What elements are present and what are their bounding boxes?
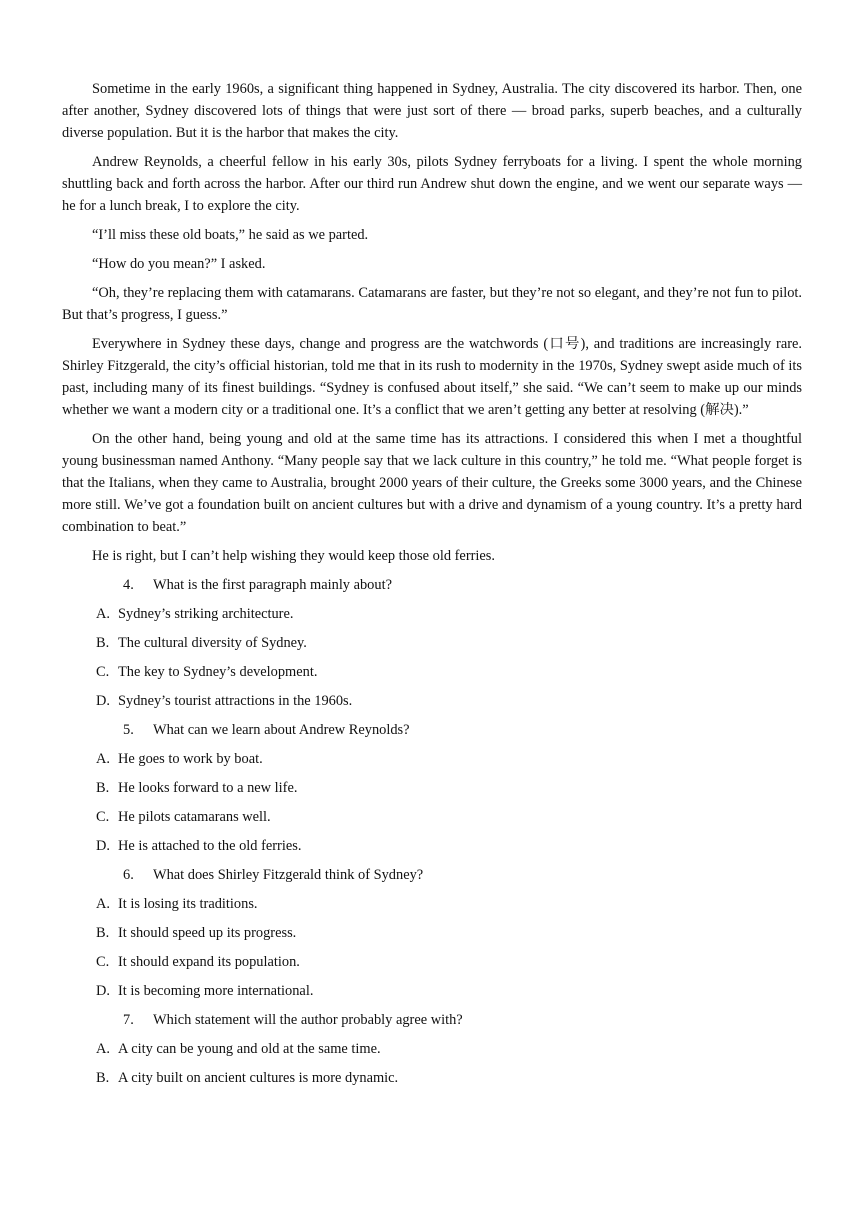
document-page xyxy=(62,78,802,1096)
option-letter: A. xyxy=(96,896,110,912)
option-text: He is attached to the old ferries. xyxy=(118,838,302,854)
option-letter: B. xyxy=(96,635,110,651)
question-4 xyxy=(62,574,802,712)
option-a xyxy=(62,893,802,915)
option-letter: D. xyxy=(96,838,110,854)
passage-paragraph-1: Sometime in the early 1960s, a significant thing happened in Sydney, Australia. The city discovered its harbor. Then, one after another, Sydney discovered lots of things that were just sort of there — broad parks, superb beaches, and a culturally diverse population. But it is the harbor that makes the city. xyxy=(62,81,802,141)
option-text: It should speed up its progress. xyxy=(118,925,297,941)
option-a xyxy=(62,1038,802,1060)
question-stem xyxy=(62,1009,802,1031)
option-text: A city built on ancient cultures is more dynamic. xyxy=(118,1070,399,1086)
option-text: It is losing its traditions. xyxy=(118,896,258,912)
option-text: The cultural diversity of Sydney. xyxy=(118,635,307,651)
option-text: Sydney’s striking architecture. xyxy=(118,606,294,622)
question-number: 5. xyxy=(123,722,134,738)
passage-paragraph-7: On the other hand, being young and old at the same time has its attractions. I considered this when I met a thoughtful young businessman named Anthony. “Many people say that we lack culture in this country,” he told me. “What people forget is that the Italians, when they came to Australia, brought 2000 years of their culture, the Greeks some 3000 years, and the Chinese more still. We’ve got a foundation built on ancient cultures but with a drive and dynamism of a young country. It’s a pretty hard combination to beat.” xyxy=(62,431,802,535)
question-6 xyxy=(62,864,802,1002)
option-text: He looks forward to a new life. xyxy=(118,780,298,796)
option-text: The key to Sydney’s development. xyxy=(118,664,318,680)
question-text: What does Shirley Fitzgerald think of Sydney? xyxy=(153,867,424,883)
option-b xyxy=(62,922,802,944)
option-letter: B. xyxy=(96,925,110,941)
question-stem xyxy=(62,864,802,886)
question-5 xyxy=(62,719,802,857)
passage-paragraph-5: “Oh, they’re replacing them with catamarans. Catamarans are faster, but they’re not so elegant, and they’re not fun to pilot. But that’s progress, I guess.” xyxy=(62,285,802,323)
option-a xyxy=(62,748,802,770)
option-text: It is becoming more international. xyxy=(118,983,314,999)
option-c xyxy=(62,951,802,973)
passage-paragraph-4: “How do you mean?” I asked. xyxy=(92,256,266,272)
option-text: He goes to work by boat. xyxy=(118,751,263,767)
option-letter: C. xyxy=(96,809,110,825)
question-text: What can we learn about Andrew Reynolds? xyxy=(153,722,410,738)
option-b xyxy=(62,632,802,654)
option-letter: B. xyxy=(96,780,110,796)
option-a xyxy=(62,603,802,625)
question-text: Which statement will the author probably agree with? xyxy=(153,1012,463,1028)
option-letter: C. xyxy=(96,664,110,680)
option-b xyxy=(62,777,802,799)
question-stem xyxy=(62,719,802,741)
option-letter: A. xyxy=(96,606,110,622)
option-letter: D. xyxy=(96,983,110,999)
passage-paragraph-6: Everywhere in Sydney these days, change and progress are the watchwords (口号), and traditions are increasingly rare. Shirley Fitzgerald, the city’s official historian, told me that in its rush to modernity in the 1970s, Sydney swept aside much of its past, including many of its finest buildings. “Sydney is confused about itself,” she said. “We can’t seem to make up our minds whether we want a modern city or a traditional one. It’s a conflict that we aren’t getting any better at resolving (解决).” xyxy=(62,336,802,418)
option-text: Sydney’s tourist attractions in the 1960s. xyxy=(118,693,353,709)
option-text: It should expand its population. xyxy=(118,954,300,970)
question-number: 4. xyxy=(123,577,134,593)
passage-paragraph-8: He is right, but I can’t help wishing they would keep those old ferries. xyxy=(92,548,495,564)
option-text: A city can be young and old at the same time. xyxy=(118,1041,381,1057)
option-letter: C. xyxy=(96,954,110,970)
passage-paragraph-3: “I’ll miss these old boats,” he said as we parted. xyxy=(92,227,369,243)
option-text: He pilots catamarans well. xyxy=(118,809,271,825)
question-text: What is the first paragraph mainly about? xyxy=(153,577,392,593)
option-c xyxy=(62,661,802,683)
question-number: 6. xyxy=(123,867,134,883)
option-letter: A. xyxy=(96,1041,110,1057)
option-letter: A. xyxy=(96,751,110,767)
question-7 xyxy=(62,1009,802,1089)
option-d xyxy=(62,690,802,712)
passage-paragraph-2: Andrew Reynolds, a cheerful fellow in his early 30s, pilots Sydney ferryboats for a living. I spent the whole morning shuttling back and forth across the harbor. After our third run Andrew shut down the engine, and we went our separate ways — he for a lunch break, I to explore the city. xyxy=(62,154,802,214)
option-d xyxy=(62,835,802,857)
option-letter: B. xyxy=(96,1070,110,1086)
question-stem xyxy=(62,574,802,596)
option-d xyxy=(62,980,802,1002)
option-letter: D. xyxy=(96,693,110,709)
option-b xyxy=(62,1067,802,1089)
question-number: 7. xyxy=(123,1012,134,1028)
option-c xyxy=(62,806,802,828)
